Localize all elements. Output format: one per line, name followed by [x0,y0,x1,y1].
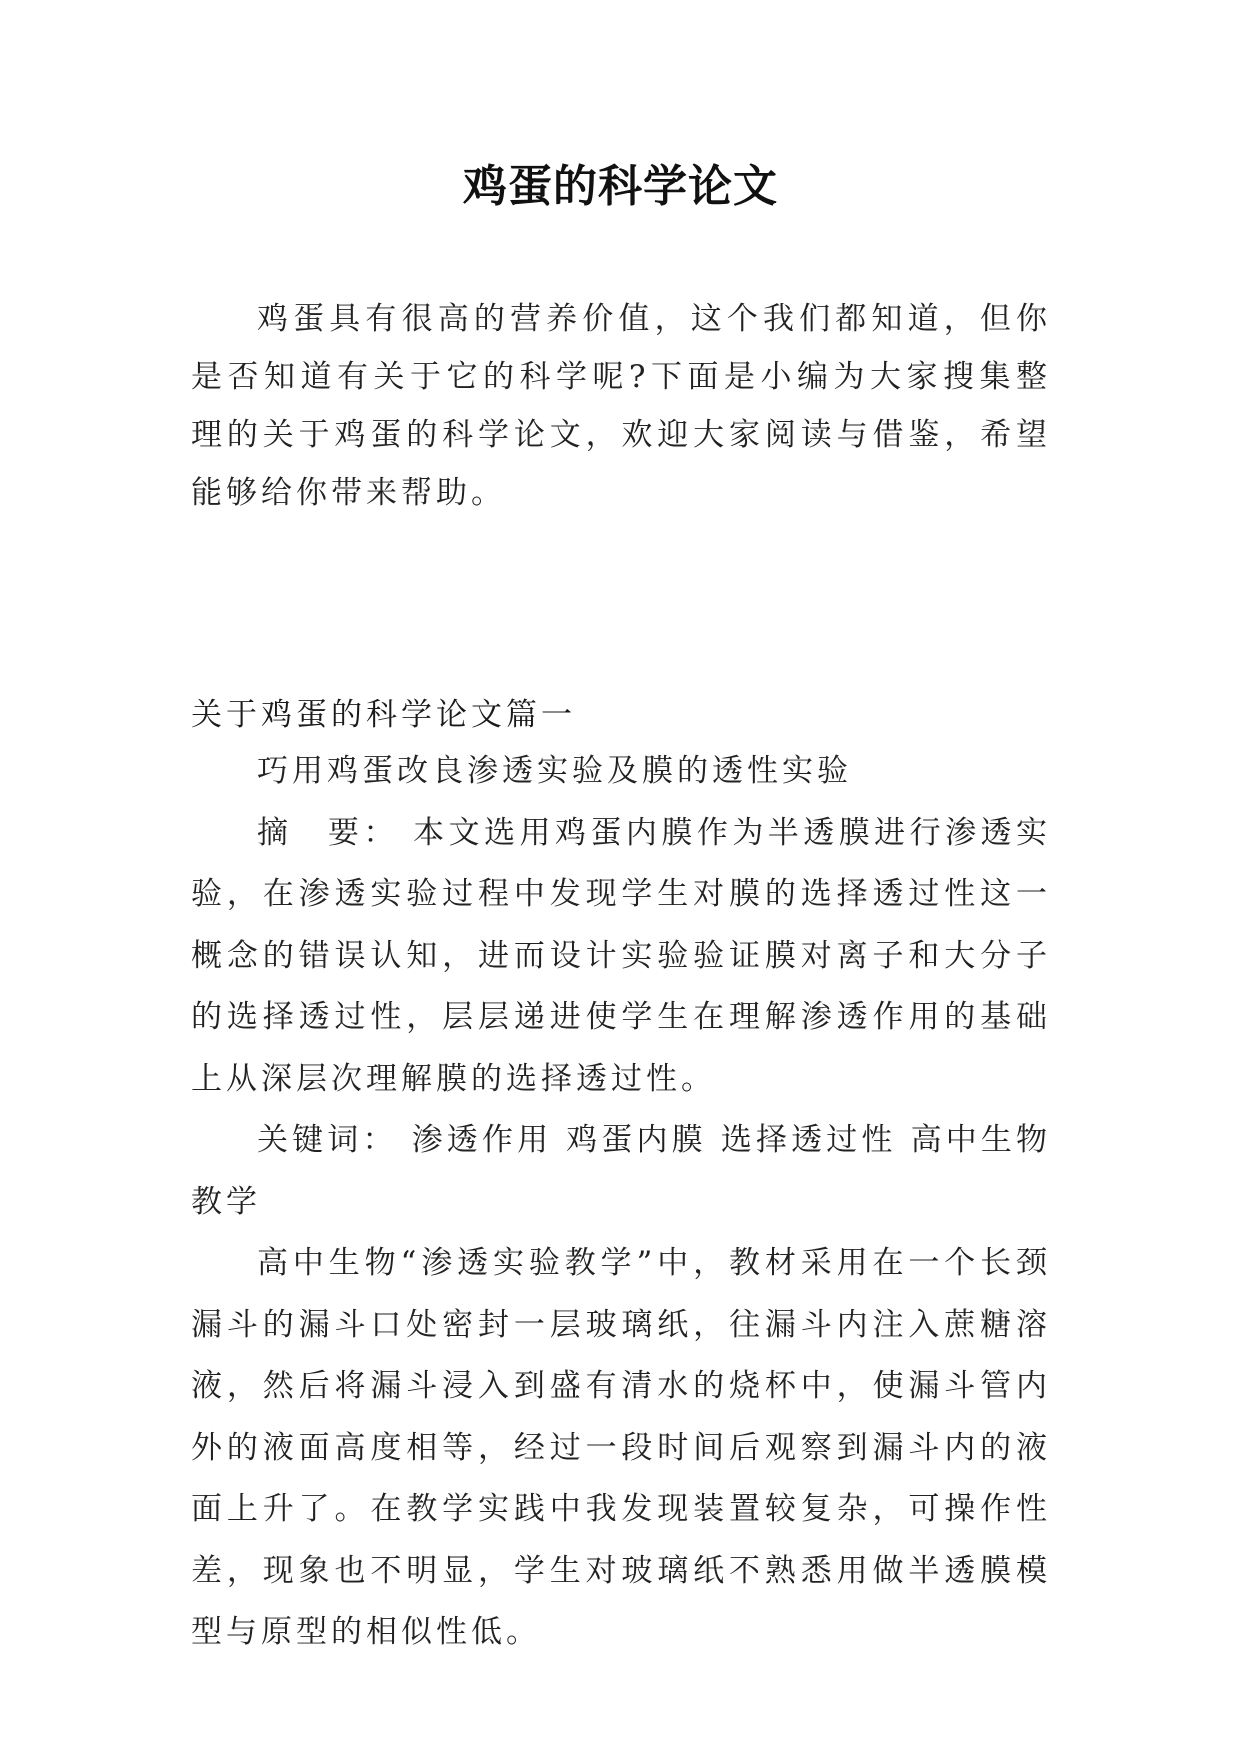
body-paragraph: 高中生物“渗透实验教学”中，教材采用在一个长颈漏斗的漏斗口处密封一层玻璃纸，往漏斗内注入蔗糖溶液，然后将漏斗浸入到盛有清水的烧杯中，使漏斗管内外的液面高度相等，经过一段时间后观察到漏斗内的液面上升了。在教学实践中我发现装置较复杂，可操作性差，现象也不明显，学生对玻璃纸不熟悉用做半透膜模型与原型的相似性低。 [191,1245,1051,1650]
paper-title: 巧用鸡蛋改良渗透实验及膜的透性实验 [257,753,852,789]
intro-paragraph: 鸡蛋具有很高的营养价值，这个我们都知道，但你是否知道有关于它的科学呢?下面是小编为大家搜集整理的关于鸡蛋的科学论文，欢迎大家阅读与借鉴，希望能够给你带来帮助。 [191,301,1051,511]
section-heading: 关于鸡蛋的科学论文篇一 [191,697,576,733]
abstract-label: 摘 要： [257,814,399,851]
keywords-label: 关键词： [257,1122,398,1158]
keywords-paragraph [191,1110,1051,1233]
article-body [191,741,1051,1664]
document-title: 鸡蛋的科学论文 [463,161,778,212]
abstract-text: 本文选用鸡蛋内膜作为半透膜进行渗透实验，在渗透实验过程中发现学生对膜的选择透过性这一概念的错误认知，进而设计实验验证膜对离子和大分子的选择透过性，层层递进使学生在理解渗透作用的基础上从深层次理解膜的选择透过性。 [191,814,1052,1097]
keywords-text: 渗透作用 鸡蛋内膜 选择透过性 高中生物教学 [191,1122,1052,1220]
abstract-paragraph [191,803,1051,1111]
